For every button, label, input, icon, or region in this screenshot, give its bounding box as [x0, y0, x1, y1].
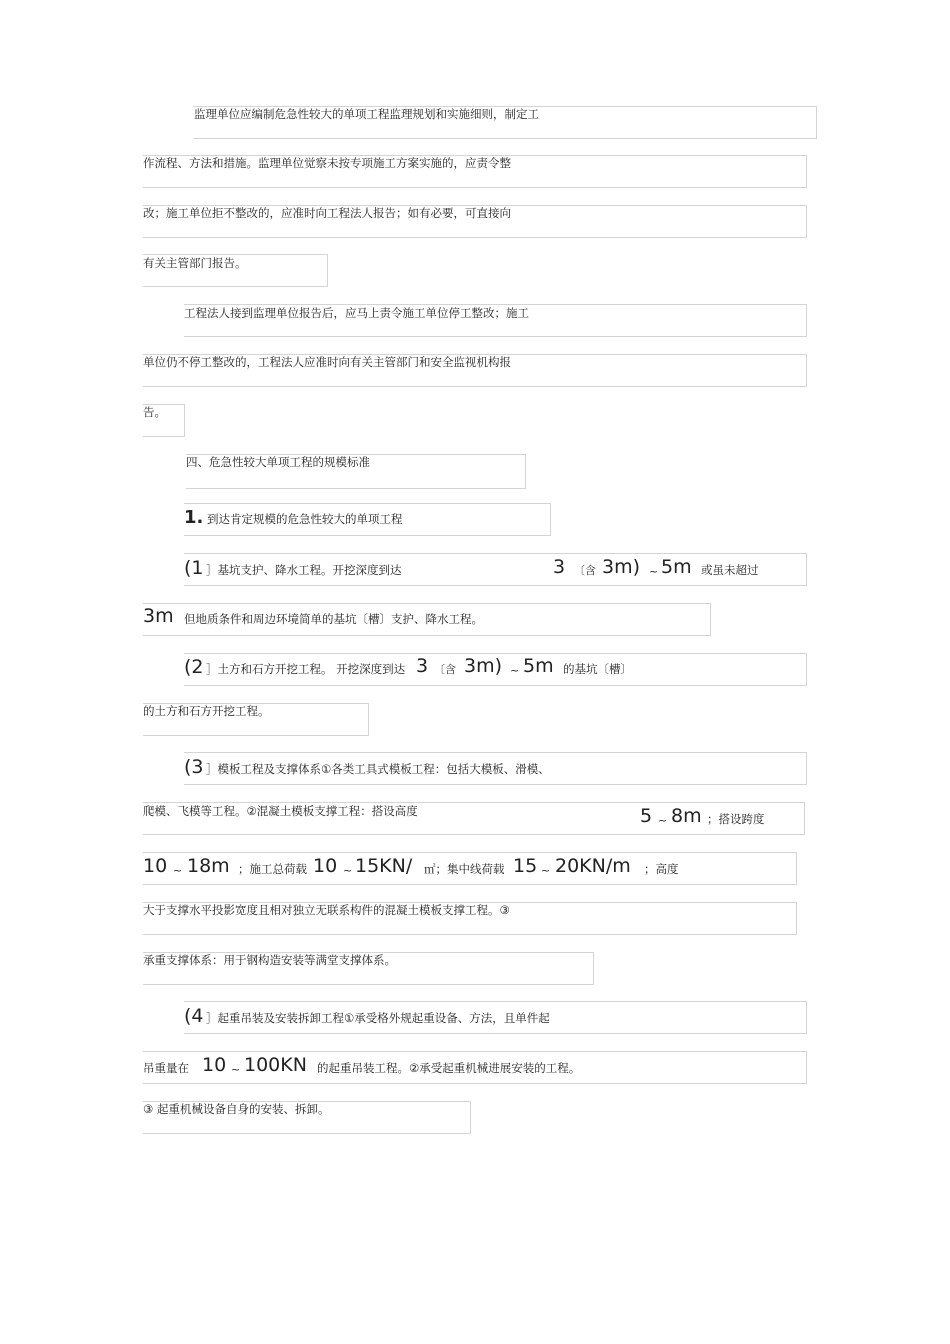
value-text: 3m	[143, 605, 174, 627]
item-marker: (1	[184, 557, 204, 579]
value-text: 5m	[523, 655, 554, 677]
paragraph-line: ；高度	[644, 862, 679, 876]
value-text: ~	[231, 1063, 241, 1076]
value-text: 15	[513, 855, 538, 877]
paragraph-line: ］基坑支护、降水工程。开挖深度到达	[206, 563, 402, 577]
paragraph-line: 的基坑〔槽〕	[563, 662, 632, 676]
value-text: ~	[343, 864, 353, 877]
value-text: 〔含	[574, 564, 596, 577]
value-text: 〔含	[434, 663, 456, 676]
section-heading: 四、危急性较大单项工程的规模标准	[186, 455, 370, 469]
paragraph-line: 监理单位应编制危急性较大的单项工程监理规划和实施细则，制定工	[194, 107, 539, 121]
paragraph-line: ③ 起重机械设备自身的安装、拆卸。	[143, 1102, 330, 1116]
paragraph-line: 工程法人接到监理单位报告后，应马上责令施工单位停工整改；施工	[184, 306, 529, 320]
value-text: ~	[649, 565, 659, 578]
paragraph-line: 大于支撑水平投影宽度且相对独立无联系构件的混凝土模板支撑工程。③	[143, 903, 510, 917]
value-text: 8m	[671, 805, 702, 827]
item-text: 到达肯定规模的危急性较大的单项工程	[207, 512, 403, 526]
value-text: 18m	[187, 855, 230, 877]
paragraph-line: 作流程、方法和措施。监理单位觉察未按专项施工方案实施的，应责令整	[143, 156, 511, 170]
item-marker: (2	[184, 656, 204, 678]
paragraph-line: ；施工总荷载	[238, 862, 307, 876]
item-number: 1.	[184, 507, 204, 528]
item-marker: (4	[184, 1005, 204, 1027]
paragraph-line: 但地质条件和周边环境简单的基坑〔槽〕支护、降水工程。	[184, 612, 483, 626]
paragraph-line: 爬模、飞模等工程。②混凝土模板支撑工程：搭设高度	[143, 804, 418, 818]
paragraph-line: 告。	[143, 405, 166, 419]
value-text: 5m	[661, 556, 692, 578]
paragraph-line: ］模板工程及支撑体系①各类工具式模板工程：包括大模板、滑模、	[206, 762, 550, 776]
value-text: 15KN/	[355, 855, 413, 877]
paragraph-line: ］起重吊装及安装拆卸工程①承受格外规起重设备、方法，且单件起	[206, 1011, 550, 1025]
value-text: 10	[202, 1054, 227, 1076]
value-text: ~	[173, 864, 183, 877]
paragraph-line: 的起重吊装工程。②承受起重机械进展安装的工程。	[317, 1061, 581, 1075]
paragraph-line: ㎡；集中线荷载	[424, 862, 505, 876]
paragraph-line: 承重支撑体系：用于钢构造安装等满堂支撑体系。	[143, 953, 396, 967]
value-text: ~	[510, 664, 520, 677]
value-text: 5	[640, 805, 653, 827]
value-text: ~	[541, 864, 551, 877]
value-text: 3	[553, 556, 566, 578]
paragraph-line: 吊重量在	[143, 1061, 189, 1075]
value-text: 100KN	[244, 1054, 307, 1076]
paragraph-line: 的土方和石方开挖工程。	[143, 704, 270, 718]
paragraph-line: 单位仍不停工整改的，工程法人应准时向有关主管部门和安全监视机构报	[143, 355, 511, 369]
paragraph-line: 改；施工单位拒不整改的，应准时向工程法人报告；如有必要，可直接向	[143, 206, 511, 220]
value-text: 3m)	[464, 655, 503, 677]
value-text: 3m)	[602, 556, 641, 578]
paragraph-line: ；搭设跨度	[707, 812, 765, 826]
value-text: ~	[658, 814, 668, 827]
item-marker: (3	[184, 756, 204, 778]
value-text: 10	[313, 855, 338, 877]
value-text: 10	[143, 855, 168, 877]
value-text: 20KN/m	[555, 855, 631, 877]
paragraph-line: 或虽未超过	[701, 563, 759, 577]
value-text: 3	[416, 655, 429, 677]
subsection-heading	[184, 509, 403, 527]
paragraph-line: ］土方和石方开挖工程。 开挖深度到达	[206, 662, 406, 676]
paragraph-line: 有关主管部门报告。	[143, 256, 247, 270]
